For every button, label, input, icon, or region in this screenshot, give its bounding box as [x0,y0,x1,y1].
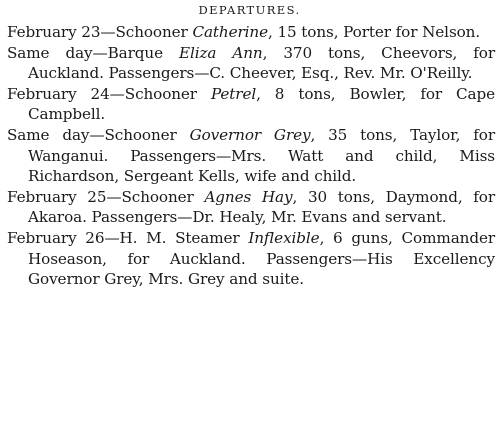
departure-entry [7,84,495,125]
entry-date: February 24 [7,84,110,103]
entry-details: , 30 tons, Daymond, for Akaroa. Passengers—Dr. Healy, Mr. Evans and servant. [28,187,496,227]
entry-details: , 35 tons, Taylor, for Wanganui. Passengers—Mrs. Watt and child, Miss Richardson, Sergeant Kells, wife and child. [28,125,495,186]
entry-details: , 15 tons, Porter for Nelson. [267,23,481,41]
entry-vessel-type: —Schooner [109,84,211,103]
entry-details: , 6 guns, Commander Hoseason, for Auckland. Passengers—His Excellency Governor Grey, Mrs. Grey and suite. [28,228,495,289]
vessel-name: Petrel [210,84,257,103]
vessel-name: Inflexible [248,228,320,247]
departure-entry [7,187,495,228]
vessel-name: Catherine [192,23,268,41]
departures-list [7,22,495,290]
departure-entry [7,22,495,43]
entry-details: , 8 tons, Bowler, for Cape Campbell. [28,84,496,124]
entry-vessel-type: —H. M. Steamer [104,228,249,247]
entry-vessel-type: —Barque [92,43,179,62]
entry-vessel-type: —Schooner [106,187,205,206]
departure-entry [7,228,495,290]
departure-entry [7,125,495,187]
entry-vessel-type: —Schooner [89,125,190,144]
entry-vessel-type: —Schooner [100,23,193,41]
departure-entry [7,43,495,84]
entry-date: February 26 [7,228,105,247]
entry-date: February 23 [7,23,101,41]
entry-date: Same day [7,125,90,144]
entry-details: , 370 tons, Cheevors, for Auckland. Passengers—C. Cheever, Esq., Rev. Mr. O'Reilly. [28,43,495,83]
vessel-name: Governor Grey [189,125,311,144]
vessel-name: Eliza Ann [178,43,263,62]
section-heading: DEPARTURES. [198,3,301,17]
entry-date: Same day [7,43,93,62]
vessel-name: Agnes Hay [204,187,293,206]
entry-date: February 25 [7,187,107,206]
